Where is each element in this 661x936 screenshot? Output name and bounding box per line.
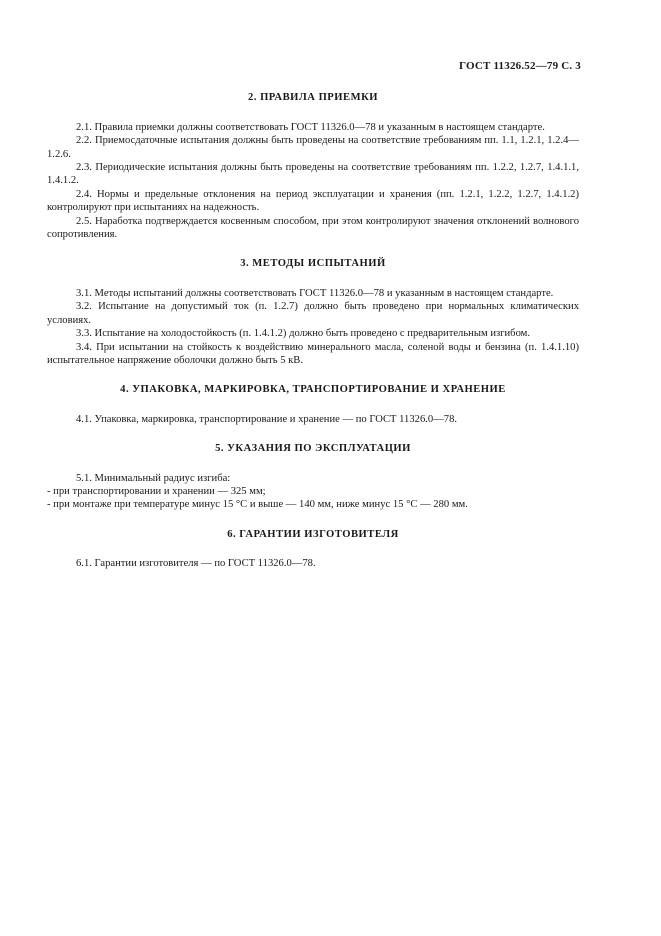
section-packaging — [47, 383, 579, 426]
paragraph-2-5: 2.5. Наработка подтверждается косвенным способом, при этом контролируют значения отклонений волнового сопротивления. — [47, 215, 579, 241]
section-manufacturer-warranty — [47, 528, 579, 571]
section-test-methods — [47, 257, 579, 367]
section-title: 6. ГАРАНТИИ ИЗГОТОВИТЕЛЯ — [227, 528, 399, 540]
section-title: 3. МЕТОДЫ ИСПЫТАНИЙ — [240, 258, 386, 270]
paragraph-4-1: 4.1. Упаковка, маркировка, транспортирование и хранение — по ГОСТ 11326.0—78. — [76, 413, 458, 425]
section-title: 4. УПАКОВКА, МАРКИРОВКА, ТРАНСПОРТИРОВАНИЕ И ХРАНЕНИЕ — [120, 384, 506, 396]
paragraph-5-1: 5.1. Минимальный радиус изгиба: — [76, 472, 231, 484]
section-title: 2. ПРАВИЛА ПРИЕМКИ — [247, 92, 379, 104]
list-item-transport: - при транспортировании и хранении — 325 мм; — [47, 485, 266, 497]
paragraph-2-2: 2.2. Приемосдаточные испытания должны быть проведены на соответствие требованиям пп. 1.1, 1.2.1, 1.2.4—1.2.6. — [47, 135, 579, 160]
paragraph-3-2: 3.2. Испытание на допустимый ток (п. 1.2.7) должно быть проведено при нормальных климатических условиях. — [47, 301, 579, 326]
paragraph-6-1: 6.1. Гарантии изготовителя — по ГОСТ 11326.0—78. — [76, 558, 316, 570]
section-title: 5. УКАЗАНИЯ ПО ЭКСПЛУАТАЦИИ — [215, 443, 411, 455]
paragraph-2-3: 2.3. Периодические испытания должны быть проведены на соответствие требованиям пп. 1.2.2, 1.2.7, 1.4.1.1, 1.4.1.2. — [47, 162, 579, 187]
paragraph-3-4: 3.4. При испытании на стойкость к воздействию минерального масла, соленой воды и бензина (п. 1.4.1.10) испытательное напряжение оболочки должно быть 5 кВ. — [47, 341, 579, 366]
paragraph-2-1: 2.1. Правила приемки должны соответствовать ГОСТ 11326.0—78 и указанным в настоящем стандарте. — [76, 121, 545, 133]
section-operating-instructions — [47, 442, 579, 512]
paragraph-2-4: 2.4. Нормы и предельные отклонения на период эксплуатации и хранения (пп. 1.2.1, 1.2.2, 1.2.7, 1.4.1.2) контролируют при испытаниях на надежность. — [47, 188, 579, 214]
section-acceptance-rules — [47, 91, 579, 241]
paragraph-3-1: 3.1. Методы испытаний должны соответствовать ГОСТ 11326.0—78 и указанным в настоящем стандарте. — [76, 287, 554, 299]
paragraph-3-3: 3.3. Испытание на холодостойкость (п. 1.4.1.2) должно быть проведено с предварительным изгибом. — [76, 328, 531, 340]
running-head: ГОСТ 11326.52—79 С. 3 — [459, 60, 581, 72]
list-item-mounting: - при монтаже при температуре минус 15 °С и выше — 140 мм, ниже минус 15 °С — 280 мм. — [47, 499, 468, 511]
